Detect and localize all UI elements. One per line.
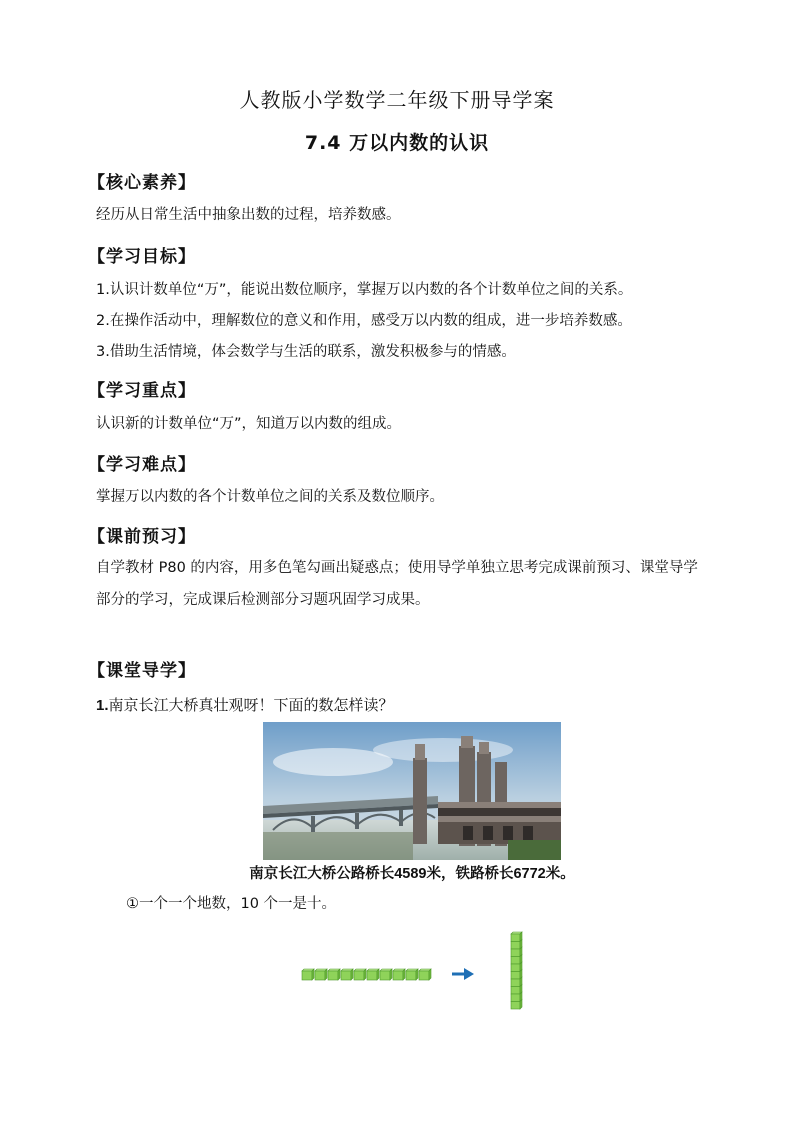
unit-cube	[406, 969, 418, 980]
unit-cube	[380, 969, 392, 980]
heading-difficulties: 【学习难点】	[88, 455, 196, 475]
question-1-number: 1.	[96, 697, 109, 714]
bridge-photo	[263, 722, 561, 860]
document-title: 人教版小学数学二年级下册导学案	[239, 88, 555, 112]
heading-learning-goals: 【学习目标】	[88, 247, 196, 267]
unit-cube	[328, 969, 340, 980]
goal-item-3: 3.借助生活情境，体会数学与生活的联系，激发积极参与的情感。	[96, 344, 516, 360]
photo-caption: 南京长江大桥公路桥长4589米，铁路桥长6772米。	[249, 866, 575, 882]
counting-blocks-figure	[300, 928, 540, 1018]
difficulties-text: 掌握万以内数的各个计数单位之间的关系及数位顺序。	[96, 489, 444, 505]
unit-cube	[419, 969, 431, 980]
unit-cube	[393, 969, 405, 980]
arrow-icon	[452, 968, 474, 980]
step-1-text: ①一个一个地数，10 个一是十。	[126, 896, 337, 912]
question-1	[96, 694, 394, 715]
unit-cube	[367, 969, 379, 980]
heading-preview: 【课前预习】	[88, 527, 196, 547]
goal-item-1: 1.认识计数单位“万”，能说出数位顺序，掌握万以内数的各个计数单位之间的关系。	[96, 282, 633, 298]
counting-blocks-svg	[300, 928, 540, 1018]
unit-cube	[354, 969, 366, 980]
key-points-text: 认识新的计数单位“万”，知道万以内数的组成。	[96, 416, 402, 432]
unit-cube	[341, 969, 353, 980]
preview-text: 自学教材 P80 的内容，用多色笔勾画出疑惑点；使用导学单独立思考完成课前预习、课堂导学部分的学习，完成课后检测部分习题巩固学习成果。	[96, 560, 698, 608]
unit-cube	[315, 969, 327, 980]
goal-item-2: 2.在操作活动中，理解数位的意义和作用，感受万以内数的组成，进一步培养数感。	[96, 313, 632, 329]
ten-rod	[511, 932, 522, 1009]
core-literacy-text: 经历从日常生活中抽象出数的过程，培养数感。	[96, 207, 401, 223]
lesson-title: 7.4 万以内数的认识	[304, 132, 490, 154]
heading-key-points: 【学习重点】	[88, 381, 196, 401]
question-1-text: 南京长江大桥真壮观呀！下面的数怎样读？	[108, 696, 394, 714]
unit-cube	[302, 969, 314, 980]
heading-classroom-guide: 【课堂导学】	[88, 661, 196, 681]
heading-core-literacy: 【核心素养】	[88, 173, 196, 193]
